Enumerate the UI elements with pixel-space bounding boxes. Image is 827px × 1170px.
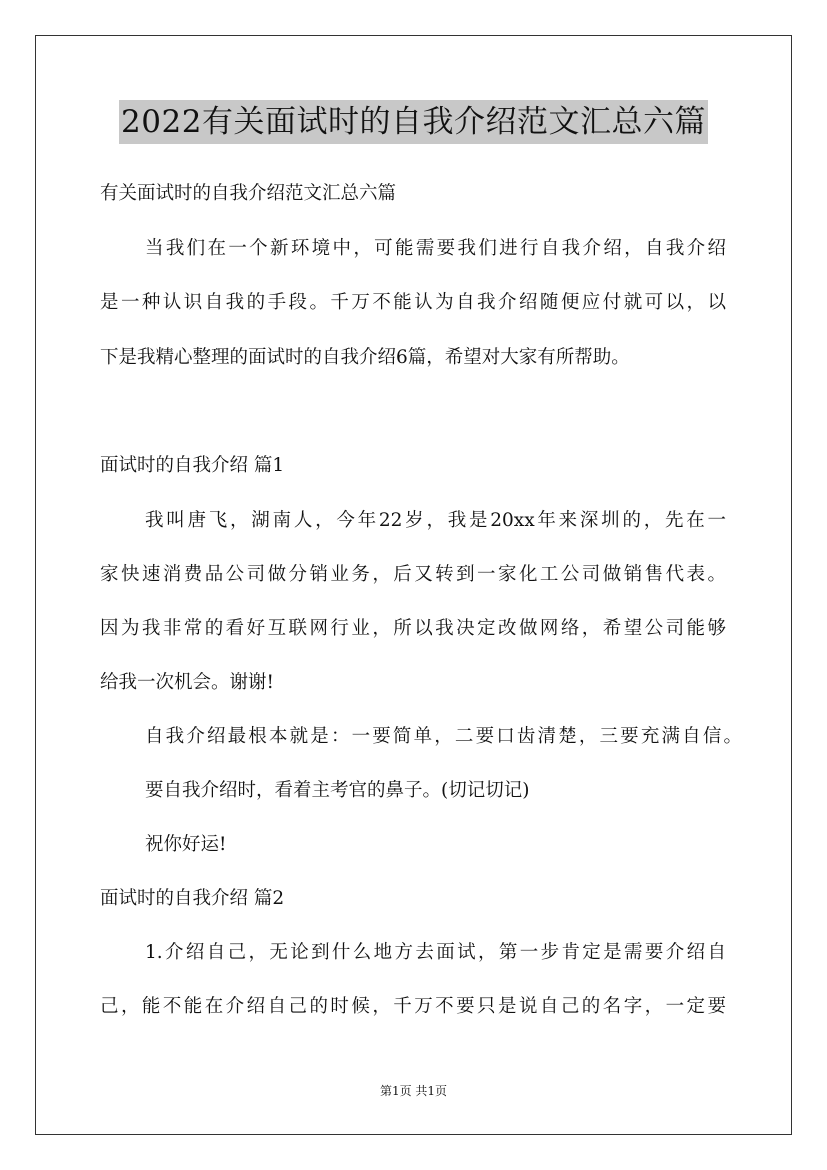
section-1-line-2: 家快速消费品公司做分销业务，后又转到一家化工公司做销售代表。 (100, 564, 726, 585)
page-footer: 第1页 共1页 (379, 1084, 448, 1098)
document-title: 2022有关面试时的自我介绍范文汇总六篇 (119, 100, 708, 144)
section-1-line-3: 因为我非常的看好互联网行业，所以我决定改做网络，希望公司能够 (100, 618, 726, 639)
intro-line-1: 当我们在一个新环境中，可能需要我们进行自我介绍，自我介绍 (145, 238, 726, 259)
document-subtitle: 有关面试时的自我介绍范文汇总六篇 (100, 183, 397, 204)
section-1-tip-2: 要自我介绍时，看着主考官的鼻子。(切记切记) (145, 780, 530, 801)
section-1-line-4: 给我一次机会。谢谢! (100, 672, 274, 693)
intro-line-2: 是一种认识自我的手段。千万不能认为自我介绍随便应付就可以，以 (100, 292, 726, 313)
section-1-line-1: 我叫唐飞，湖南人，今年22岁，我是20xx年来深圳的，先在一 (145, 510, 726, 531)
title-container (0, 100, 827, 144)
section-2-line-1: 1.介绍自己，无论到什么地方去面试，第一步肯定是需要介绍自 (145, 942, 726, 963)
section-2-heading: 面试时的自我介绍 篇2 (100, 888, 285, 909)
section-1-tip-1: 自我介绍最根本就是：一要简单，二要口齿清楚，三要充满自信。 (145, 726, 742, 747)
section-1-tip-3: 祝你好运! (145, 834, 227, 855)
section-1-heading: 面试时的自我介绍 篇1 (100, 455, 285, 476)
section-2-line-2: 己，能不能在介绍自己的时候，千万不要只是说自己的名字，一定要 (100, 996, 726, 1017)
intro-line-3: 下是我精心整理的面试时的自我介绍6篇，希望对大家有所帮助。 (100, 347, 630, 368)
